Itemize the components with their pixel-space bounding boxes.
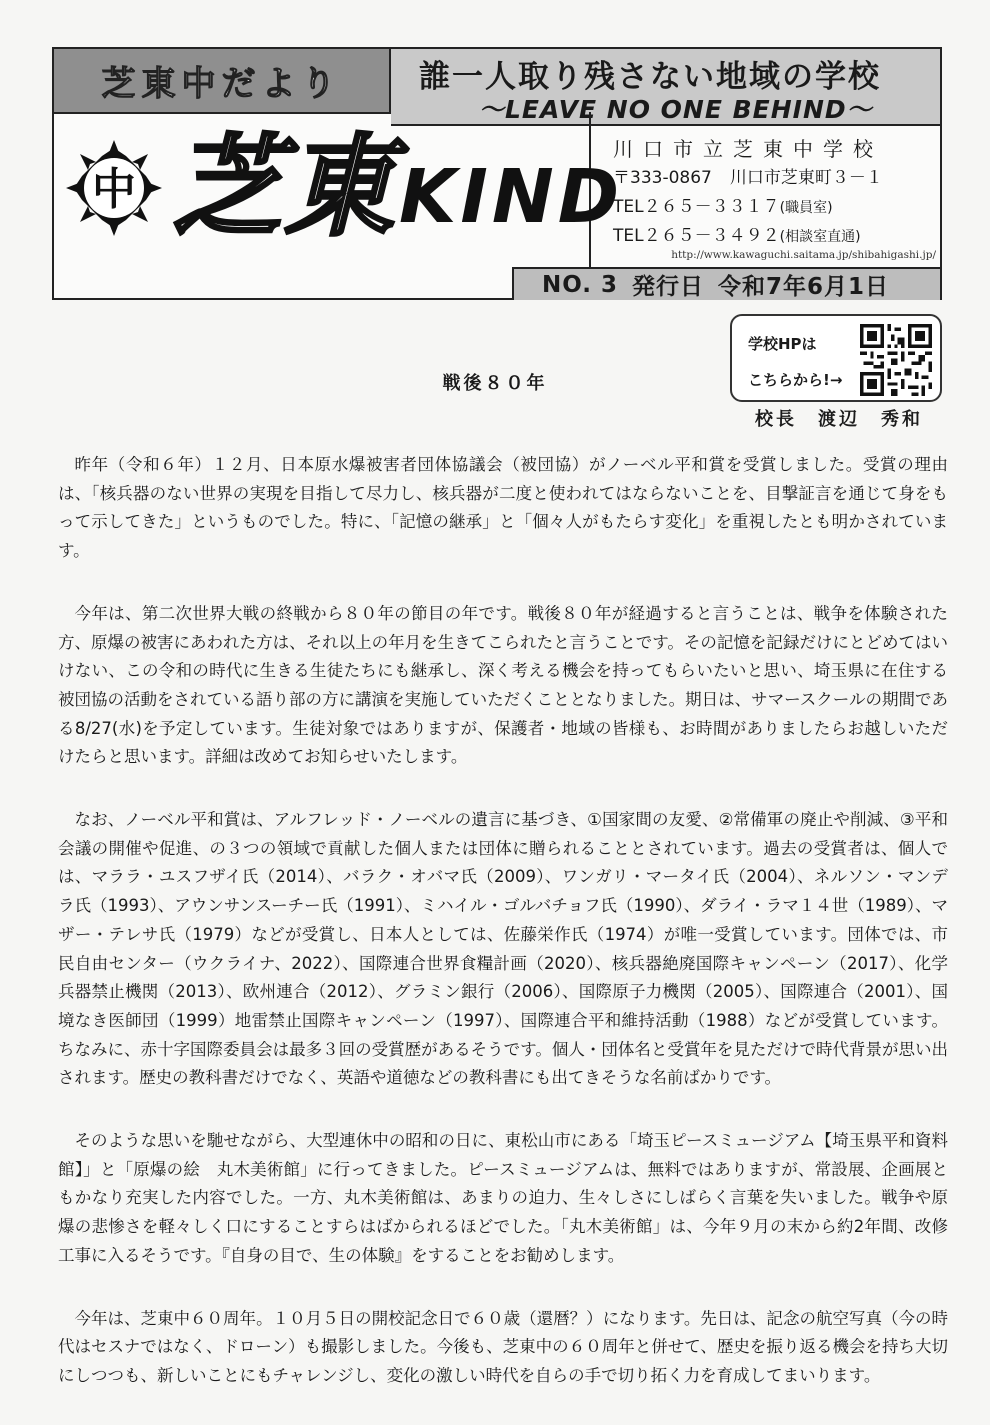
- issue-bar: [512, 267, 940, 300]
- school-emblem-icon: [64, 138, 164, 238]
- tel1-note: (職員室): [779, 200, 833, 216]
- issue-number: NO. 3: [542, 271, 619, 298]
- newsletter-title: 芝東中だより: [54, 49, 391, 114]
- masthead: [52, 47, 942, 300]
- tel-staff: [613, 192, 833, 217]
- school-name: 川口市立芝東中学校: [613, 137, 883, 161]
- school-url: http://www.kawaguchi.saitama.jp/shibahigashi.jp/: [671, 249, 936, 261]
- logo-area: [54, 112, 624, 267]
- paragraph: そのような思いを馳せながら、大型連休中の昭和の日に、東松山市にある「埼玉ピースミュージアム【埼玉県平和資料館】」と「原爆の絵 丸木美術館」に行ってきました。ピースミュージアムは、無料ではありますが、常設展、企画展ともかなり充実した内容でした。一方、丸木美術館は、あまりの迫力、生々しさにしばらく言葉を失いました。戦争や原爆の悲惨さを軽々しく口にすることすらはばかられるほどでした。「丸木美術館」は、今年９月の末から約2年間、改修工事に入るそうです。『自身の目で、生の体験』をすることをお勧めします。: [58, 1131, 948, 1265]
- tel1-number: TEL２６５－３３１７: [613, 197, 780, 217]
- emblem-char: 中: [92, 164, 136, 215]
- postal-code: 〒333-0867: [613, 168, 712, 188]
- slogan: 誰一人取り残さない地域の学校: [419, 59, 881, 95]
- school-address: [613, 163, 883, 188]
- article-title: 戦後８０年: [442, 373, 548, 394]
- article-author: 校長 渡辺 秀和: [755, 409, 923, 430]
- issue-label: 発行日: [632, 274, 705, 300]
- tel2-note: (相談室直通): [779, 229, 861, 245]
- paragraph: 今年は、芝東中６０周年。１０月５日の開校記念日で６０歳（還暦？）になります。先日は、記念の航空写真（今の時代はセスナではなく、ドローン）も撮影しました。今後も、芝東中の６０周年と併せて、歴史を振り返る機会を持ち大切にしつつも、新しいことにもチャレンジし、変化の激しい時代を自らの手で切り拓く力を育成してまいります。: [58, 1308, 948, 1385]
- article-body: [58, 451, 948, 1425]
- tel2-number: TEL２６５－３４９２: [613, 226, 780, 246]
- paragraph: なお、ノーベル平和賞は、アルフレッド・ノーベルの遺言に基づき、①国家間の友愛、②常備軍の廃止や削減、③平和会議の開催や促進、の３つの領域で貢献した個人または団体に贈られることとされています。過去の受賞者は、個人では、マララ・ユスフザイ氏（2014）、バラク・オバマ氏（2009）、ワンガリ・マータイ氏（2004）、ネルソン・マンデラ氏（1993）、アウンサンスーチー氏（1991）、ミハイル・ゴルバチョフ氏（1990）、ダライ・ラマ１４世（1989）、マザー・テレサ氏（1979）などが受賞し、日本人としては、佐藤栄作氏（1974）が唯一受賞しています。団体では、市民自由センター（ウクライナ、2022）、国際連合世界食糧計画（2020）、核兵器絶廃国際キャンペーン（2017）、化学兵器禁止機関（2013）、欧州連合（2012）、グラミン銀行（2006）、国際原子力機関（2005）、国際連合（2001）、国境なき医師団（1999）地雷禁止国際キャンペーン（1997）、国際連合平和維持活動（1988）などが受賞しています。ちなみに、赤十字国際委員会は最多３回の受賞歴があるそうです。個人・団体名と受賞年を見ただけで時代背景が思い出されます。歴史の教科書だけでなく、英語や道徳などの教科書にも出てきそうな名前ばかりです。: [58, 810, 948, 1088]
- logo-kind: KIND: [399, 154, 624, 240]
- paragraph: 今年は、第二次世界大戦の終戦から８０年の節目の年です。戦後８０年が経過すると言うことは、戦争を体験された方、原爆の被害にあわれた方は、それ以上の年月を生きてこられたと言うことです。その記憶を記録だけにとどめてはいけない、この令和の時代に生きる生徒たちにも継承し、深く考える機会を持ってもらいたいと思い、埼玉県に在住する被団協の活動をされている語り部の方に講演を実施していただくこととなりました。期日は、サマースクールの期間である8/27(水)を予定しています。生徒対象ではありますが、保護者・地域の皆様も、お時間がありましたらお越しいただけたらと思います。詳細は改めてお知らせいたします。: [58, 603, 949, 767]
- address: 川口市芝東町３－１: [729, 168, 883, 188]
- issue-date: 令和7年6月1日: [718, 274, 890, 300]
- hp-line2: こちらから!→: [748, 371, 843, 389]
- hp-line1: 学校HPは: [748, 335, 817, 353]
- logo-kanji: 芝東: [172, 123, 396, 251]
- paragraph: 昨年（令和６年）１２月、日本原水爆被害者団体協議会（被団協）がノーベル平和賞を受賞しました。受賞の理由は、「核兵器のない世界の実現を目指して尽力し、核兵器が二度と使われてはならないことを、目撃証言を通じて身をもって示してきた」というものでした。特に、「記憶の継承」と「個々人がもたらす変化」を重視したとも明かされています。: [58, 455, 948, 561]
- slogan-en: ～LEAVE NO ONE BEHIND～: [479, 95, 873, 124]
- tel-counseling: [613, 221, 861, 246]
- school-info: [593, 126, 940, 267]
